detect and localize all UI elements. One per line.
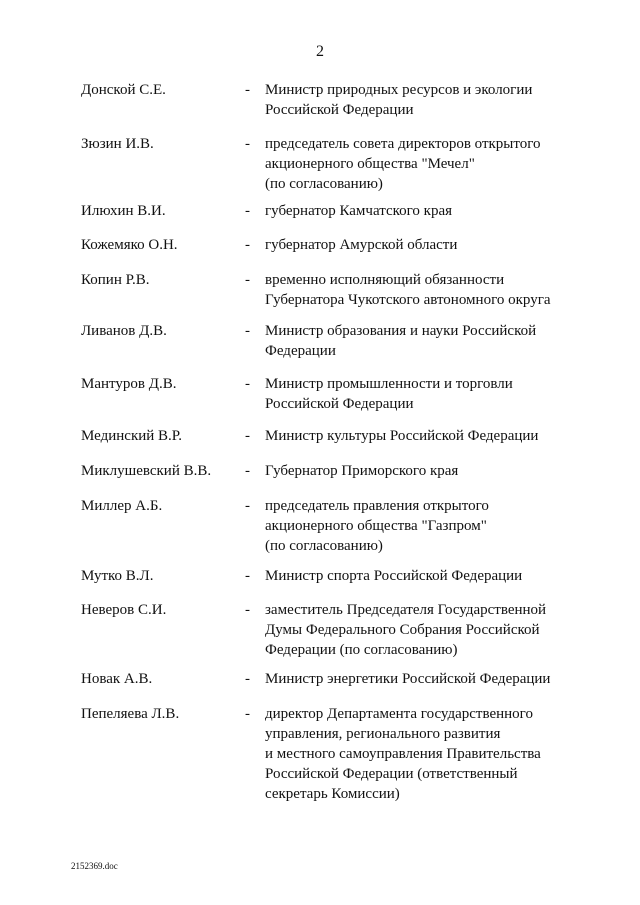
member-name: Миклушевский В.В. — [81, 463, 212, 479]
member-name: Мутко В.Л. — [81, 568, 154, 584]
member-role: председатель правления открытого акционерного общества "Газпром" (по согласованию) — [265, 498, 489, 554]
member-name: Мантуров Д.В. — [81, 376, 177, 392]
file-reference: 2152369.doc — [71, 861, 118, 871]
dash-separator: - — [245, 463, 250, 479]
member-role: губернатор Камчатского края — [265, 203, 453, 219]
member-role: временно исполняющий обязанности Губернатора Чукотского автономного округа — [265, 272, 551, 308]
member-name: Ливанов Д.В. — [81, 323, 167, 339]
member-name: Копин Р.В. — [81, 272, 150, 288]
member-name: Мединский В.Р. — [81, 428, 183, 444]
member-role: Министр спорта Российской Федерации — [265, 568, 523, 584]
dash-separator: - — [245, 428, 250, 444]
member-role: Министр образования и науки Российской Федерации — [265, 323, 537, 359]
member-name: Неверов С.И. — [81, 602, 167, 618]
member-role: губернатор Амурской области — [265, 237, 458, 253]
member-name: Новак А.В. — [81, 671, 153, 687]
dash-separator: - — [245, 272, 250, 288]
dash-separator: - — [245, 82, 250, 98]
member-role: директор Департамента государственного управления, регионального развития и местного самоуправления Правительства Российской Федерации (ответственный секретарь Комиссии) — [265, 706, 541, 802]
member-name: Миллер А.Б. — [81, 498, 163, 514]
dash-separator: - — [245, 671, 250, 687]
member-role: Губернатор Приморского края — [265, 463, 459, 479]
member-role: Министр энергетики Российской Федерации — [265, 671, 551, 687]
member-name: Донской С.Е. — [81, 82, 166, 98]
dash-separator: - — [245, 498, 250, 514]
dash-separator: - — [245, 706, 250, 722]
page-number: 2 — [316, 43, 324, 60]
member-role: заместитель Председателя Государственной Думы Федерального Собрания Российской Федерации (по согласованию) — [265, 602, 547, 658]
member-name: Кожемяко О.Н. — [81, 237, 178, 253]
member-name: Зюзин И.В. — [81, 136, 154, 152]
member-role: Министр культуры Российской Федерации — [265, 428, 539, 444]
dash-separator: - — [245, 323, 250, 339]
dash-separator: - — [245, 602, 250, 618]
dash-separator: - — [245, 568, 250, 584]
member-name: Илюхин В.И. — [81, 203, 166, 219]
dash-separator: - — [245, 237, 250, 253]
member-role: Министр промышленности и торговли Российской Федерации — [265, 376, 513, 412]
member-name: Пепеляева Л.В. — [81, 706, 180, 722]
dash-separator: - — [245, 376, 250, 392]
dash-separator: - — [245, 203, 250, 219]
member-role: председатель совета директоров открытого акционерного общества "Мечел" (по согласованию) — [265, 136, 541, 192]
member-role: Министр природных ресурсов и экологии Российской Федерации — [265, 82, 533, 118]
dash-separator: - — [245, 136, 250, 152]
